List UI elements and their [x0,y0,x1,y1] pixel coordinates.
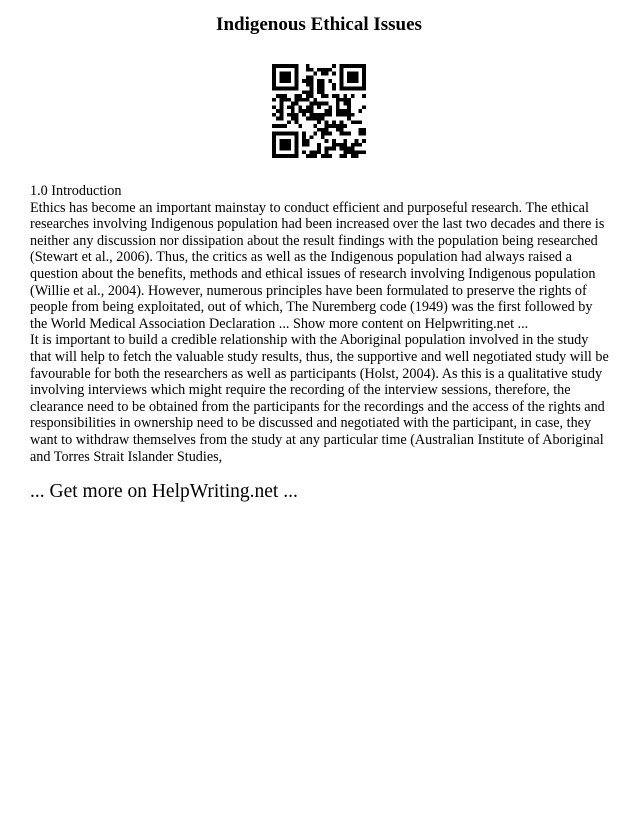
get-more-link[interactable]: ... Get more on HelpWriting.net ... [30,481,298,502]
qr-code-icon [272,64,366,158]
paragraph: It is important to build a credible relationship with the Aboriginal population involved in the study that will help to fetch the valuable study results, thus, the supportive and well negotiated study will be favourable for both the researchers as well as participants (Holst, 2004). As this is a qualitative study involving interviews which might require the recording of the interview sessions, therefore, the clearance need to be obtained from the participants for the recordings and the access of the rights and responsibilities in ownership need to be discussed and negotiated with the participant, in case, they want to withdraw themselves from the study at any particular time (Australian Institute of Aboriginal and Torres Strait Islander Studies, [30,332,609,465]
document-body [30,183,612,465]
paragraph: Ethics has become an important mainstay to conduct efficient and purposeful research. The ethical researches involving Indigenous population had been increased over the last two decades and there is neither any discussion nor dissipation about the result findings with the population being researched (Stewart et al., 2006). Thus, the critics as well as the Indigenous population had always raised a question about the benefits, methods and ethical issues of research involving Indigenous population (Willie et al., 2004). However, numerous principles have been formulated to preserve the rights of people from being exploitated, out of which, The Nuremberg code (1949) was the first followed by the World Medical Association Declaration ... Show more content on Helpwriting.net ... [30,199,605,332]
section-heading: 1.0 Introduction [30,183,122,199]
document-title: Indigenous Ethical Issues [216,14,422,35]
